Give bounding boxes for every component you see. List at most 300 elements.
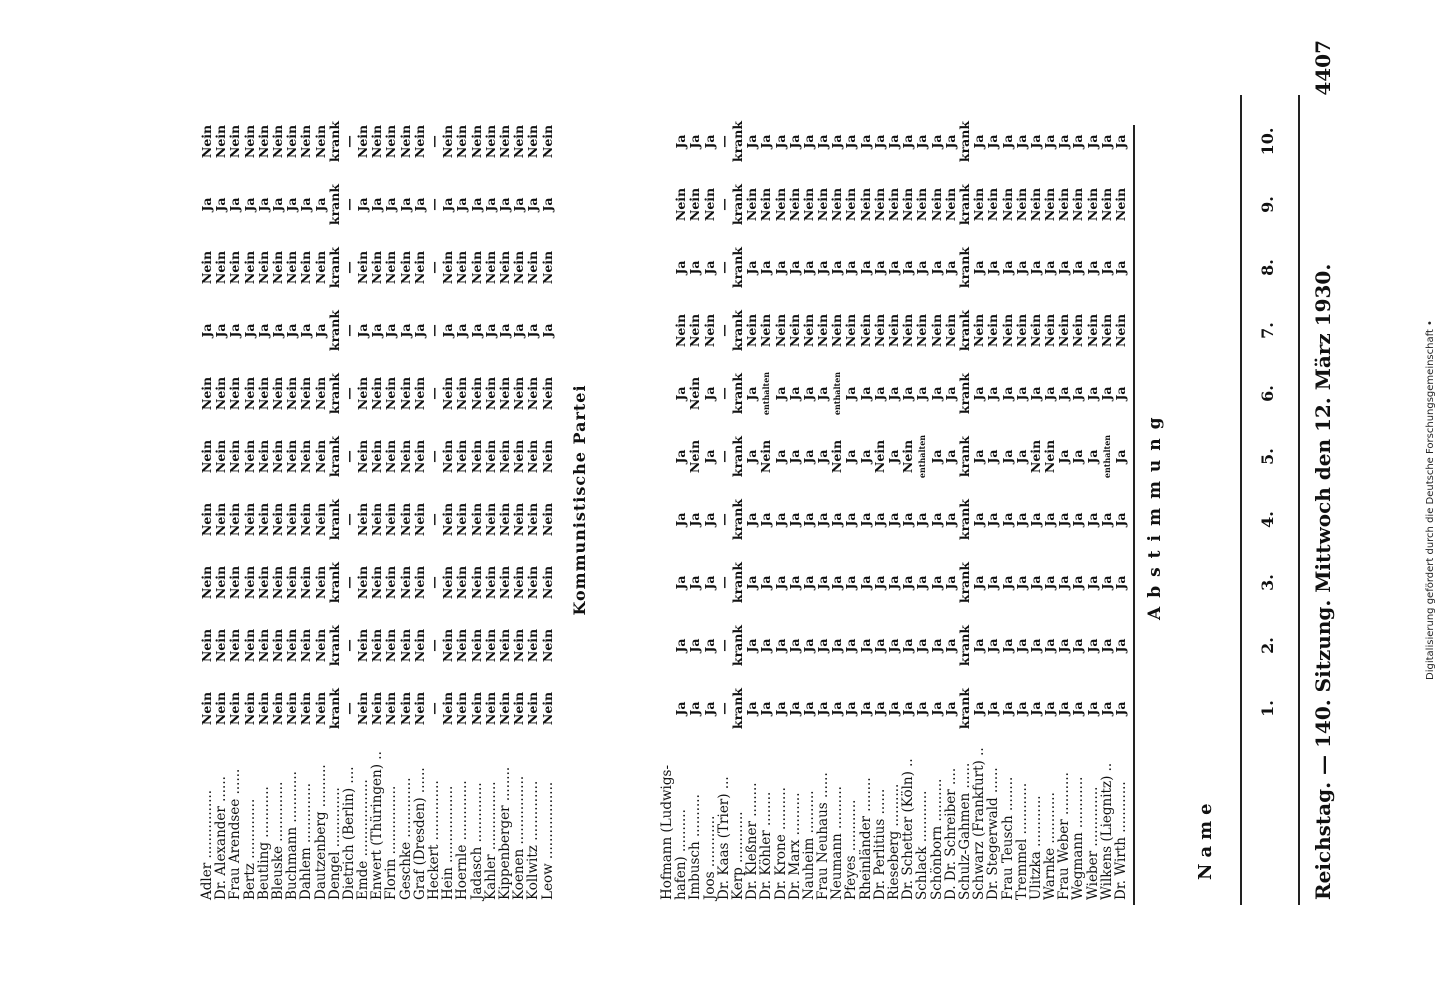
vote-cell: Nein	[355, 502, 371, 537]
vote-cell: Nein	[312, 565, 328, 600]
vote-cell: Nein	[496, 628, 512, 663]
vote-cell: Ja	[199, 323, 214, 338]
vote-cell: Nein	[284, 502, 300, 537]
member-name: Dr. Stegerwald ......	[985, 767, 1002, 900]
vote-cell: Nein	[440, 691, 456, 726]
vote-cell: krank	[956, 687, 972, 730]
vote-cell: Ja	[701, 386, 717, 401]
vote-cell: Nein	[255, 439, 271, 474]
vote-cell: Ja	[871, 134, 887, 149]
vote-cell: Ja	[985, 638, 1001, 653]
vote-cell: Ja	[999, 575, 1015, 590]
vote-cell: Nein	[843, 313, 859, 348]
member-name: Schwarz (Frankfurt) ..	[971, 747, 988, 900]
vote-cell: Ja	[886, 134, 901, 149]
vote-cell: Nein	[269, 250, 285, 285]
vote-cell: Ja	[857, 134, 873, 149]
vote-cell: Nein	[397, 691, 413, 726]
vote-cell: Nein	[298, 628, 314, 663]
vote-cell: Nein	[843, 187, 859, 222]
vote-cell: Nein	[355, 691, 371, 726]
vote-cell: Ja	[1027, 260, 1043, 275]
vote-cell: Ja	[985, 386, 1001, 401]
vote-cell: Ja	[886, 512, 901, 527]
vote-cell: Nein	[199, 628, 214, 663]
member-name: Dahlem ..............	[298, 782, 315, 900]
vote-cell: Ja	[1098, 134, 1114, 149]
vote-cell: Nein	[800, 313, 816, 348]
member-name: Dr. Wirth ............	[1113, 781, 1129, 900]
vote-cell: Ja	[985, 449, 1001, 464]
member-name: Dr. Kleßner ........	[744, 782, 761, 900]
vote-cell: Nein	[482, 376, 498, 411]
vote-cell: Nein	[511, 502, 527, 537]
vote-cell: Ja	[673, 449, 689, 464]
member-name: Hein ..................	[440, 785, 457, 900]
vote-cell: Nein	[369, 376, 385, 411]
vote-cell: Nein	[440, 376, 456, 411]
column-number: 7.	[1258, 322, 1277, 339]
vote-cell: Nein	[369, 439, 385, 474]
vote-cell: Ja	[857, 638, 873, 653]
vote-cell: Nein	[758, 313, 774, 348]
vote-cell: Nein	[284, 250, 300, 285]
vote-cell: Ja	[928, 134, 944, 149]
vote-cell: Ja	[701, 512, 717, 527]
vote-cell: Nein	[744, 313, 760, 348]
vote-cell: Nein	[397, 124, 413, 159]
vote-cell: Nein	[454, 439, 470, 474]
vote-cell: Nein	[482, 502, 498, 537]
vote-cell: Nein	[440, 628, 456, 663]
vote-cell: Ja	[928, 575, 944, 590]
vote-cell: Ja	[1070, 701, 1086, 716]
vote-cell: Ja	[539, 323, 555, 338]
vote-cell: Nein	[355, 124, 371, 159]
table-header-rule	[1133, 125, 1135, 905]
vote-cell: Ja	[1042, 134, 1058, 149]
vote-cell: Ja	[971, 449, 987, 464]
vote-cell: Nein	[871, 439, 887, 474]
vote-cell: Ja	[928, 638, 944, 653]
vote-cell: Nein	[312, 691, 328, 726]
vote-cell: Nein	[227, 376, 243, 411]
vote-cell: Nein	[673, 313, 689, 348]
vote-cell: Ja	[800, 575, 816, 590]
vote-cell: Ja	[758, 638, 774, 653]
vote-cell: Nein	[411, 250, 427, 285]
member-name: Graf (Dresden) ......	[411, 767, 428, 900]
vote-cell: Nein	[914, 187, 930, 222]
member-name: Jadasch ..............	[468, 782, 485, 900]
member-name: Warnke ............	[1042, 792, 1059, 900]
vote-cell: —	[340, 639, 356, 652]
member-name: Neumann ..........	[829, 786, 846, 900]
vote-cell: enthalten	[832, 371, 843, 416]
vote-table-section-2	[200, 100, 560, 900]
vote-cell: Nein	[312, 439, 328, 474]
vote-cell: Nein	[383, 376, 399, 411]
vote-cell: Ja	[1098, 701, 1114, 716]
vote-cell: Nein	[397, 565, 413, 600]
vote-cell: Nein	[1042, 313, 1058, 348]
vote-cell: Ja	[871, 260, 887, 275]
vote-cell: —	[715, 639, 731, 652]
vote-cell: Ja	[758, 260, 774, 275]
vote-cell: Nein	[999, 187, 1015, 222]
vote-cell: Nein	[199, 376, 214, 411]
vote-cell: Ja	[800, 134, 816, 149]
vote-cell: Nein	[213, 628, 229, 663]
vote-cell: Nein	[539, 124, 555, 159]
vote-cell: Ja	[1042, 575, 1058, 590]
vote-cell: krank	[326, 687, 342, 730]
vote-cell: Nein	[355, 565, 371, 600]
vote-cell: Ja	[914, 512, 930, 527]
vote-cell: Ja	[1056, 701, 1072, 716]
member-name: Dautzenberg ..........	[312, 764, 329, 900]
member-name: Frau Arendsee ......	[227, 768, 244, 900]
member-name: Pfeyes ............	[843, 799, 860, 900]
vote-cell: Nein	[1056, 187, 1072, 222]
vote-cell: Nein	[468, 691, 484, 726]
vote-cell: krank	[729, 120, 745, 163]
vote-cell: krank	[956, 309, 972, 352]
name-list	[659, 747, 1129, 900]
vote-cell: Ja	[1013, 575, 1029, 590]
member-name: Bleuske ..............	[269, 781, 286, 900]
vote-cell: krank	[956, 246, 972, 289]
vote-cell: Ja	[900, 134, 916, 149]
vote-cell: Nein	[241, 250, 257, 285]
vote-cell: Ja	[744, 638, 760, 653]
vote-cell: Nein	[269, 565, 285, 600]
vote-cell: Ja	[1027, 386, 1043, 401]
vote-cell: Ja	[758, 512, 774, 527]
vote-cell: Ja	[815, 386, 831, 401]
member-name: Hofmann (Ludwigs-	[659, 765, 675, 900]
header-rule	[1298, 95, 1300, 905]
vote-cell: Nein	[525, 502, 541, 537]
vote-cell: Ja	[496, 323, 512, 338]
vote-cell: Ja	[355, 323, 371, 338]
vote-cell: —	[340, 324, 356, 337]
member-name: Geschke ..............	[397, 777, 414, 900]
vote-cell: krank	[956, 435, 972, 478]
vote-cell: Nein	[496, 376, 512, 411]
member-name: Frau Teusch ........	[999, 776, 1016, 900]
vote-cell: Ja	[454, 197, 470, 212]
vote-cell: Nein	[687, 439, 703, 474]
vote-cell: Ja	[440, 323, 456, 338]
vote-cell: Ja	[411, 323, 427, 338]
vote-cell: —	[340, 387, 356, 400]
vote-cell: Ja	[914, 575, 930, 590]
vote-cell: Ja	[1113, 512, 1128, 527]
vote-cell: krank	[729, 498, 745, 541]
vote-cell: Nein	[1070, 187, 1086, 222]
vote-cell: Ja	[800, 386, 816, 401]
vote-cell: Ja	[985, 575, 1001, 590]
vote-cell: Ja	[1056, 575, 1072, 590]
vote-cell: Nein	[482, 691, 498, 726]
vote-cell: Ja	[1084, 512, 1100, 527]
vote-cell: Nein	[829, 187, 845, 222]
vote-cell: Ja	[843, 638, 859, 653]
vote-cell: Nein	[199, 439, 214, 474]
vote-cell: Ja	[843, 512, 859, 527]
vote-cell: Nein	[440, 439, 456, 474]
abstimmung-heading: Abstimmung	[1145, 408, 1165, 620]
vote-cell: Nein	[269, 502, 285, 537]
vote-cell: Nein	[1042, 187, 1058, 222]
vote-cell: Nein	[355, 439, 371, 474]
vote-cell: Nein	[985, 313, 1001, 348]
vote-cell: Nein	[468, 376, 484, 411]
vote-cell: Ja	[1070, 638, 1086, 653]
member-name: Schönborn ..........	[928, 778, 945, 900]
vote-cell: Nein	[255, 502, 271, 537]
vote-cell: Ja	[772, 386, 788, 401]
member-name: Schlack ............	[914, 790, 931, 900]
vote-cell: Ja	[786, 386, 802, 401]
member-name: Kollwitz ..............	[525, 780, 542, 900]
vote-cell: Ja	[758, 575, 774, 590]
member-name: Joos ............	[701, 815, 718, 900]
vote-cell: Ja	[758, 134, 774, 149]
vote-cell: Ja	[468, 323, 484, 338]
vote-cell: Ja	[1084, 575, 1100, 590]
vote-cell: Nein	[312, 124, 328, 159]
column-number: 5.	[1258, 448, 1277, 465]
vote-cell: Ja	[772, 134, 788, 149]
vote-cell: Ja	[1098, 575, 1114, 590]
vote-cell: Ja	[786, 512, 802, 527]
vote-cell: —	[426, 513, 441, 526]
vote-cell: Nein	[857, 313, 873, 348]
vote-cell: Ja	[928, 701, 944, 716]
vote-cell: —	[340, 198, 356, 211]
vote-cell: Ja	[942, 512, 958, 527]
member-name: Wieber ..............	[1084, 786, 1101, 900]
vote-cell: Ja	[772, 575, 788, 590]
vote-cell: Ja	[1070, 512, 1086, 527]
vote-cell: Ja	[843, 134, 859, 149]
vote-cell: Ja	[786, 575, 802, 590]
vote-cell: Nein	[369, 502, 385, 537]
vote-cell: —	[715, 387, 731, 400]
vote-cell: Ja	[701, 638, 717, 653]
vote-cell: Nein	[468, 565, 484, 600]
vote-cell: Nein	[1056, 313, 1072, 348]
vote-cell: Ja	[999, 386, 1015, 401]
vote-cell: Ja	[744, 449, 760, 464]
vote-cell: Ja	[815, 575, 831, 590]
vote-cell: Nein	[687, 313, 703, 348]
vote-cell: Ja	[269, 197, 285, 212]
vote-cell: Ja	[857, 260, 873, 275]
vote-cell: Nein	[468, 439, 484, 474]
member-name: Schulz-Gahmen ......	[956, 762, 973, 900]
column-number: 2.	[1258, 637, 1277, 654]
vote-cell: Ja	[1027, 638, 1043, 653]
vote-cell: krank	[729, 561, 745, 604]
vote-cell: Nein	[454, 628, 470, 663]
member-name: Dietrich (Berlin) ....	[340, 766, 357, 900]
member-name: Dr. Kaas (Trier) ...	[715, 776, 732, 900]
vote-cell: Ja	[496, 197, 512, 212]
vote-cell: Nein	[284, 628, 300, 663]
vote-cell: Ja	[744, 260, 760, 275]
member-name: D. Dr. Schreiber ....	[942, 767, 959, 900]
vote-cell: Ja	[857, 386, 873, 401]
vote-cell: Nein	[269, 124, 285, 159]
vote-cell: Nein	[369, 124, 385, 159]
vote-cell: Nein	[411, 124, 427, 159]
vote-cell: Ja	[511, 323, 527, 338]
vote-cell: Nein	[928, 187, 944, 222]
vote-cell: —	[426, 387, 441, 400]
member-name: Wegmann ............	[1070, 776, 1087, 900]
vote-cell: Ja	[772, 260, 788, 275]
member-name: Dr. Marx ..........	[786, 792, 803, 900]
vote-cell: Ja	[383, 323, 399, 338]
vote-cell: Nein	[1113, 313, 1128, 348]
vote-cell: Nein	[468, 250, 484, 285]
vote-cell: Ja	[800, 701, 816, 716]
vote-cell: Ja	[673, 260, 689, 275]
member-name: Dr. Schetter (Köln) ..	[900, 758, 917, 900]
vote-cell: Ja	[701, 701, 717, 716]
vote-cell: Nein	[511, 628, 527, 663]
vote-cell: Nein	[383, 691, 399, 726]
vote-cell: Nein	[440, 565, 456, 600]
vote-cell: Ja	[871, 512, 887, 527]
vote-cell: Nein	[468, 124, 484, 159]
vote-cell: Nein	[298, 691, 314, 726]
vote-cell: Ja	[772, 701, 788, 716]
member-name: Emde ..................	[355, 779, 372, 900]
vote-cell: —	[715, 576, 731, 589]
vote-cell: Ja	[1013, 512, 1029, 527]
vote-cell: Ja	[829, 512, 845, 527]
vote-cell: Nein	[1027, 313, 1043, 348]
vote-cell: krank	[326, 624, 342, 667]
vote-cell: Nein	[199, 502, 214, 537]
vote-cell: —	[426, 639, 441, 652]
vote-cell: Nein	[411, 565, 427, 600]
vote-cell: Ja	[843, 260, 859, 275]
vote-cell: enthalten	[1101, 434, 1112, 479]
vote-cell: Ja	[1042, 701, 1058, 716]
vote-cell: —	[340, 135, 356, 148]
vote-cell: Ja	[786, 638, 802, 653]
vote-cell: Ja	[871, 575, 887, 590]
vote-cell: Ja	[928, 386, 944, 401]
vote-cell: Nein	[539, 250, 555, 285]
member-name: Buchmann ............	[284, 771, 301, 900]
vote-cell: Ja	[942, 575, 958, 590]
vote-cell: Ja	[1113, 638, 1128, 653]
column-number: 8.	[1258, 259, 1277, 276]
vote-cell: Ja	[1027, 701, 1043, 716]
vote-cell: Nein	[1113, 187, 1128, 222]
vote-cell: Ja	[312, 197, 328, 212]
vote-cell: Ja	[829, 260, 845, 275]
vote-cell: krank	[729, 435, 745, 478]
vote-cell: Ja	[701, 449, 717, 464]
vote-cell: Nein	[227, 250, 243, 285]
vote-cell: Nein	[496, 124, 512, 159]
vote-cell: Ja	[1113, 134, 1128, 149]
vote-cell: Ja	[843, 701, 859, 716]
vote-cell: Ja	[482, 197, 498, 212]
vote-cell: Ja	[900, 701, 916, 716]
vote-cell: Nein	[397, 502, 413, 537]
vote-cell: Nein	[1013, 313, 1029, 348]
vote-cell: Nein	[772, 313, 788, 348]
vote-cell: Nein	[241, 565, 257, 600]
vote-cell: Ja	[857, 512, 873, 527]
vote-cell: Ja	[1013, 260, 1029, 275]
vote-cell: Ja	[1042, 260, 1058, 275]
vote-cell: Nein	[199, 691, 214, 726]
vote-cell: Nein	[942, 313, 958, 348]
vote-cell: krank	[326, 309, 342, 352]
vote-cell: Ja	[1056, 260, 1072, 275]
vote-cell: Nein	[199, 565, 214, 600]
vote-cell: Ja	[900, 260, 916, 275]
vote-cell: Nein	[511, 691, 527, 726]
vote-cell: Nein	[687, 376, 703, 411]
vote-cell: Ja	[815, 701, 831, 716]
vote-cell: Ja	[1042, 386, 1058, 401]
vote-cell: Nein	[454, 565, 470, 600]
vote-cell: —	[715, 324, 731, 337]
vote-cell: Nein	[241, 691, 257, 726]
vote-cell: Nein	[525, 691, 541, 726]
vote-cell: Ja	[871, 638, 887, 653]
member-name: Wilkens (Liegnitz) ..	[1098, 762, 1115, 900]
vote-cell: Nein	[227, 502, 243, 537]
vote-cell: Ja	[886, 449, 901, 464]
vote-cell: Ja	[999, 134, 1015, 149]
vote-cell: —	[426, 702, 441, 715]
page-title: Reichstag. — 140. Sitzung. Mittwoch den 12. März 1930.	[1311, 263, 1335, 900]
vote-cell: Ja	[687, 512, 703, 527]
vote-cell: —	[715, 702, 731, 715]
vote-cell: Ja	[1098, 260, 1114, 275]
vote-cell: Nein	[829, 439, 845, 474]
vote-cell: Nein	[312, 250, 328, 285]
vote-cell: krank	[326, 561, 342, 604]
vote-cell: Ja	[1113, 575, 1128, 590]
vote-cell: Ja	[857, 575, 873, 590]
vote-cell: krank	[729, 246, 745, 289]
vote-cell: Nein	[227, 691, 243, 726]
vote-cell: Ja	[1013, 134, 1029, 149]
vote-cell: Ja	[829, 701, 845, 716]
vote-cell: Nein	[411, 376, 427, 411]
vote-cell: Ja	[886, 260, 901, 275]
vote-cell: —	[426, 324, 441, 337]
vote-cell: Ja	[673, 512, 689, 527]
vote-cell: Nein	[1084, 313, 1100, 348]
vote-cell: Nein	[284, 124, 300, 159]
vote-cell: Nein	[1013, 187, 1029, 222]
vote-cell: Ja	[269, 323, 285, 338]
vote-cell: Ja	[673, 701, 689, 716]
